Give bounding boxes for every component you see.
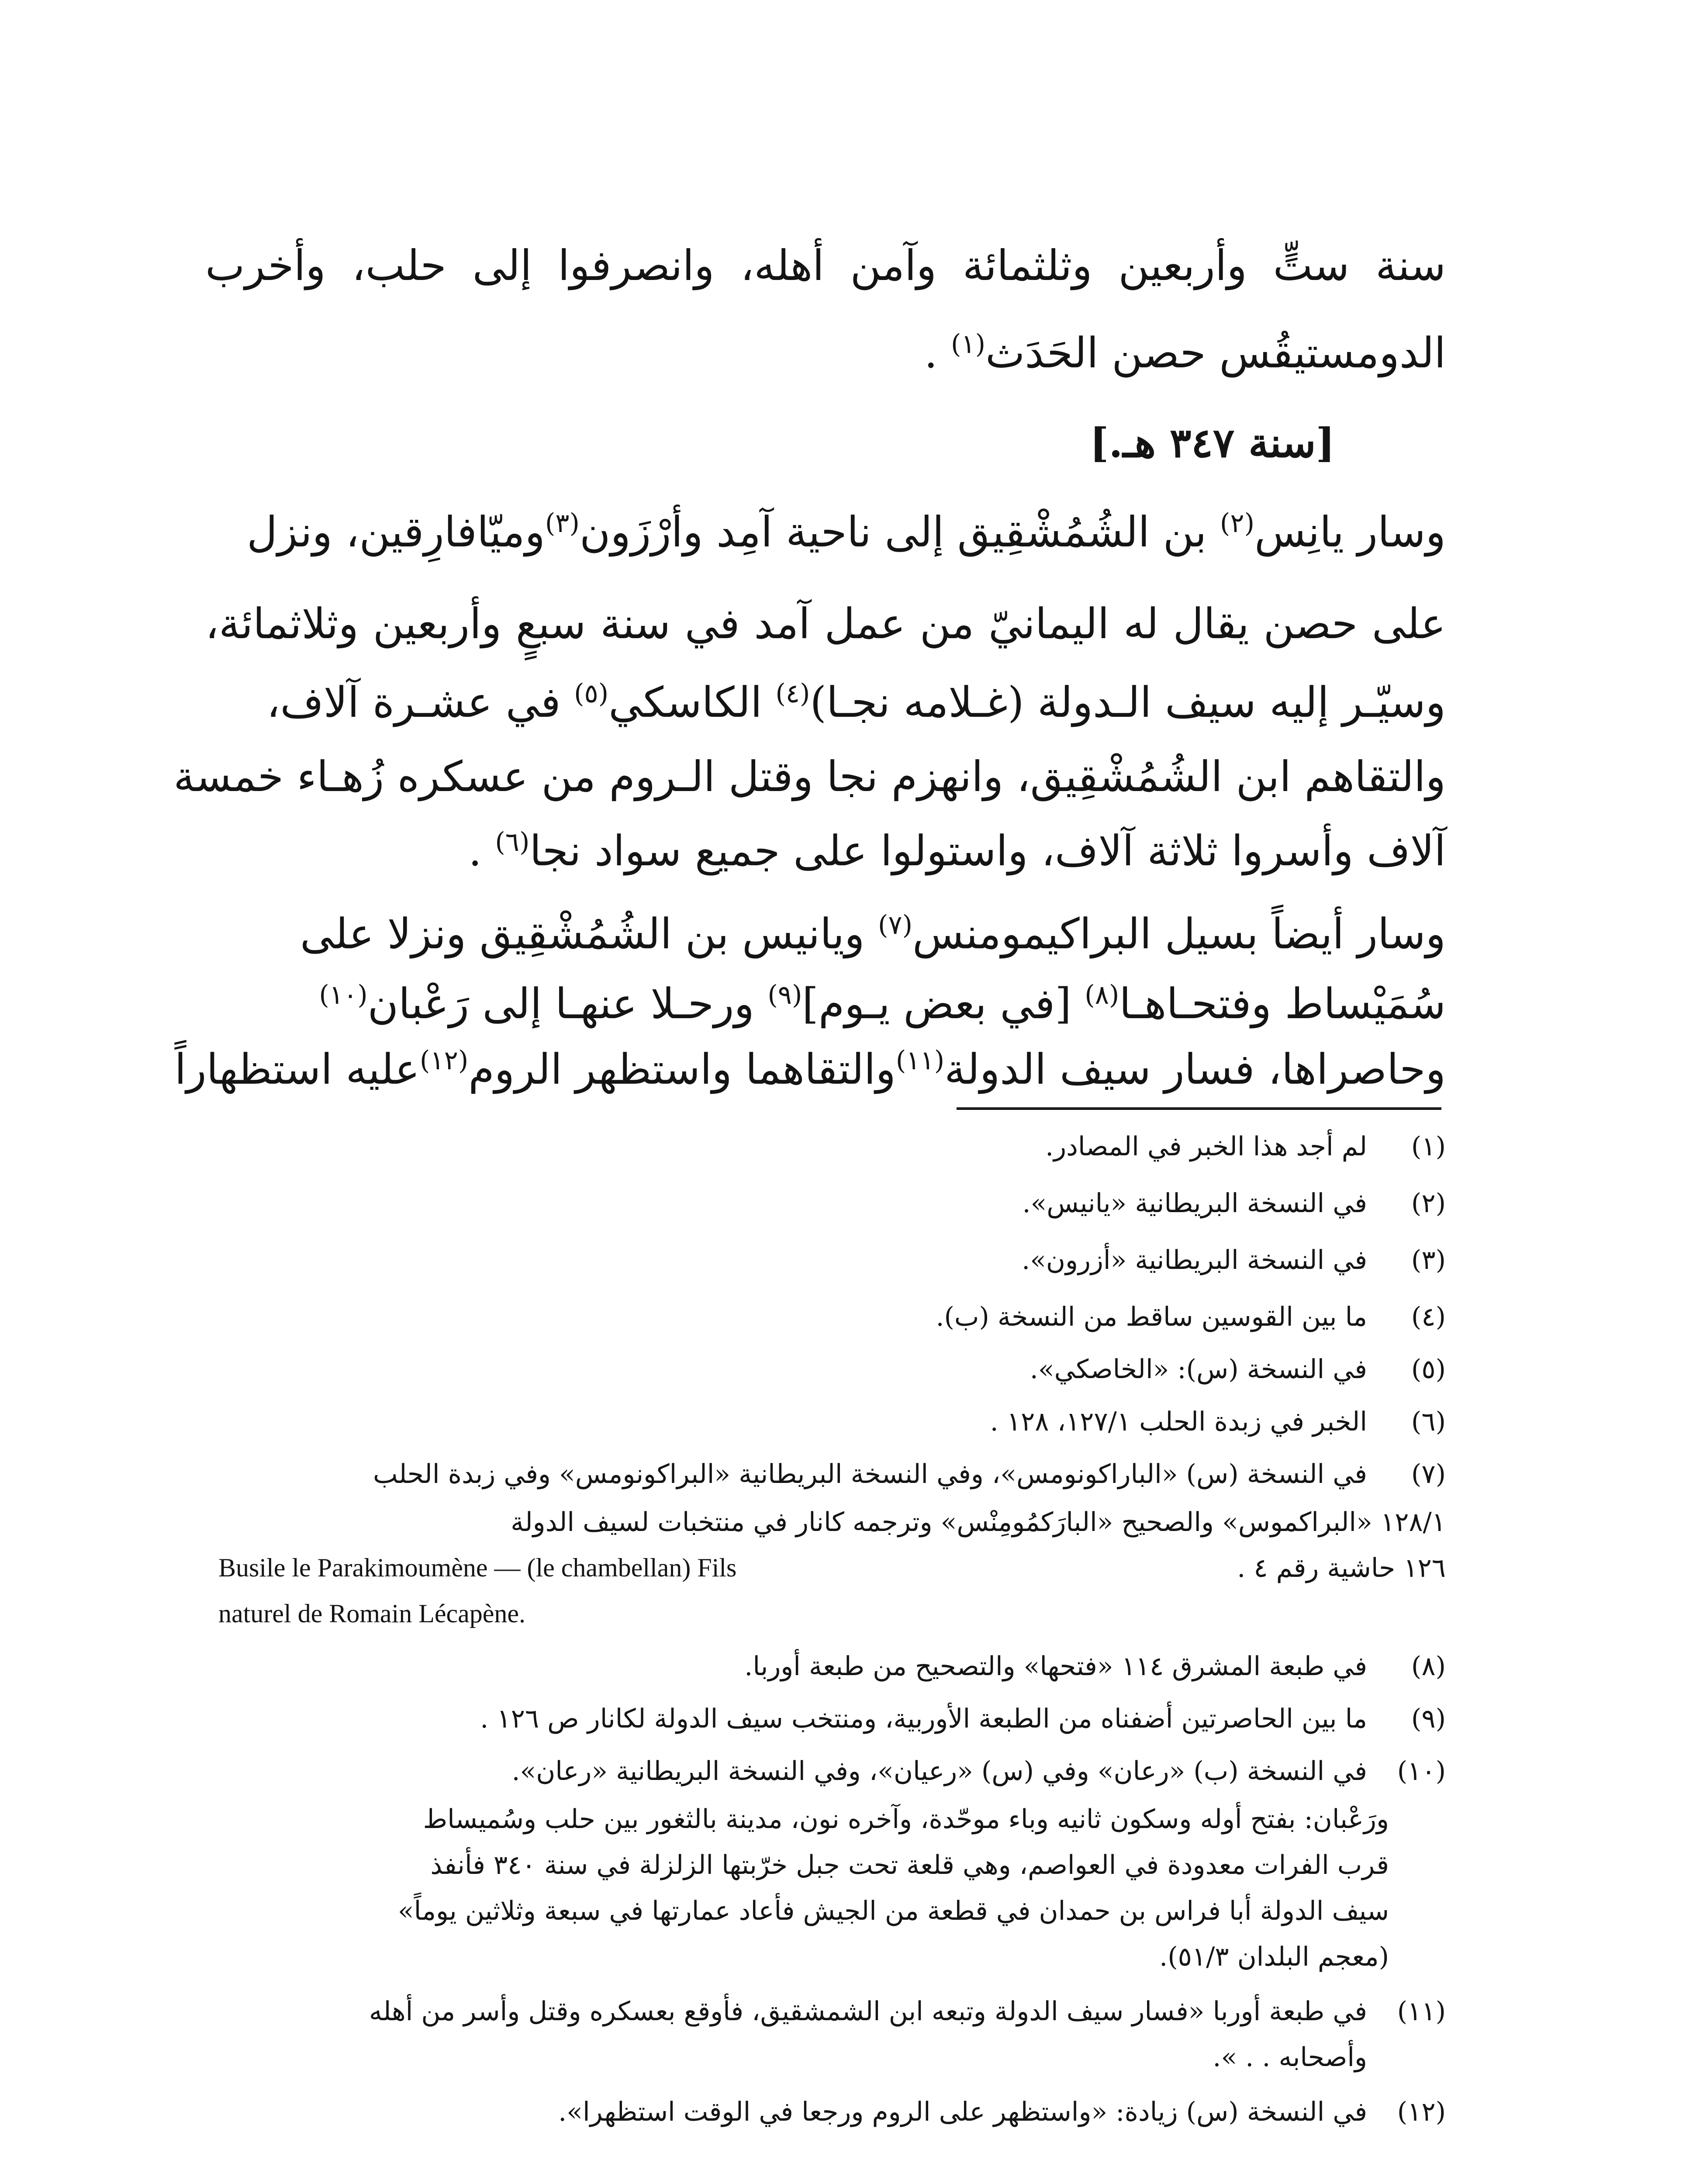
footnote-text: وأصحابه . . ». bbox=[1213, 2042, 1367, 2073]
footnote-text: في النسخة البريطانية «أزرون». bbox=[1022, 1245, 1367, 1275]
footnote-number: (٢) bbox=[1411, 1188, 1446, 1219]
footnote-text: الخبر في زبدة الحلب ١٢٧/١، ١٢٨ . bbox=[990, 1406, 1367, 1437]
footnote-number: (١٠) bbox=[1397, 1756, 1446, 1787]
body-text-run: . bbox=[468, 826, 495, 875]
footnote-9 bbox=[480, 1704, 1446, 1734]
footnote-text: في النسخة (س): «الخاصكي». bbox=[1030, 1354, 1367, 1385]
footnote-5 bbox=[1030, 1354, 1446, 1385]
footnote-10-continuation bbox=[1159, 1942, 1389, 1972]
body-text-run: وحاصراها، فسار سيف الدولة bbox=[944, 1045, 1446, 1094]
year-heading: [سنة ٣٤٧ هـ.] bbox=[1089, 419, 1335, 467]
footnote-text: ما بين القوسين ساقط من النسخة (ب). bbox=[936, 1302, 1367, 1332]
footnote-number: (٦) bbox=[1411, 1406, 1446, 1437]
footnote-ref[interactable]: (١٠) bbox=[319, 980, 368, 1010]
footnote-number: (١) bbox=[1411, 1131, 1446, 1162]
footnote-text: ١٢٨/١ «البراكموس» والصحيح «البارَكمُومِنْس» وترجمه كانار في منتخبات لسيف الدولة bbox=[511, 1507, 1446, 1538]
footnote-ref[interactable]: (١١) bbox=[895, 1045, 945, 1076]
footnote-ref[interactable]: (١٢) bbox=[420, 1045, 469, 1076]
footnote-6 bbox=[990, 1406, 1446, 1437]
footnote-3 bbox=[1022, 1245, 1446, 1275]
footnote-8 bbox=[744, 1651, 1446, 1682]
footnote-11 bbox=[369, 1996, 1446, 2027]
footnote-ref[interactable]: (٥) bbox=[574, 678, 609, 709]
footnote-7-continuation bbox=[511, 1507, 1446, 1538]
footnote-7 bbox=[373, 1459, 1446, 1489]
body-text-run: وسار أيضاً بسيل البراكيمومنس bbox=[912, 909, 1446, 958]
footnote-number: (٨) bbox=[1411, 1651, 1446, 1682]
body-text-run: وسيّـر إليه سيف الـدولة (غـلامه نجـا) bbox=[810, 678, 1446, 727]
body-text-run: [في بعض يـوم] bbox=[802, 979, 1085, 1028]
footnote-text: في طبعة أوربا «فسار سيف الدولة وتبعه ابن الشمشقيق، فأوقع بعسكره وقتل وأسر من أهله bbox=[369, 1996, 1367, 2027]
footnote-ref[interactable]: (٤) bbox=[775, 678, 810, 709]
footnote-text: في النسخة (ب) «رعان» وفي (س) «رعيان»، وفي النسخة البريطانية «رعان». bbox=[511, 1756, 1367, 1787]
body-text-run: سنة ستٍّ وأربعين وثلثمائة وآمن أهله، وانصرفوا إلى حلب، وأخرب bbox=[205, 241, 1446, 290]
footnote-text: في النسخة البريطانية «يانيس». bbox=[1022, 1188, 1367, 1219]
footnote-text: ١٢٦ حاشية رقم ٤ . bbox=[1237, 1553, 1446, 1583]
footnote-number: (٤) bbox=[1411, 1302, 1446, 1332]
body-text-run: في عشـرة آلاف، bbox=[266, 678, 574, 727]
footnote-ref[interactable]: (٧) bbox=[878, 910, 913, 940]
footnote-2 bbox=[1023, 1188, 1446, 1219]
footnote-11-continuation bbox=[1213, 2042, 1367, 2073]
footnote-7-latin: Busile le Parakimoumène — (le chambellan) Fils bbox=[218, 1553, 737, 1582]
body-text-run: . bbox=[924, 328, 951, 377]
body-text-run: سُمَيْساط وفتحـاهـا bbox=[1119, 979, 1446, 1028]
footnote-text: سيف الدولة أبا فراس بن حمدان في قطعة من الجيش فأعاد عمارتها في سبعة وثلاثين يوماً» bbox=[397, 1896, 1389, 1926]
footnotes bbox=[205, 0, 1446, 2184]
body-text-run: والتقاهم ابن الشُمُشْقِيق، وانهزم نجا وقتل الـروم من عسكره زُهـاء خمسة bbox=[173, 752, 1446, 801]
body-text-run: وميّافارِقين، ونزل bbox=[247, 508, 545, 556]
body-text-run: بن الشُمُشْقِيق إلى ناحية آمِد وأرْزَون bbox=[579, 508, 1220, 556]
footnote-number: (١١) bbox=[1397, 1996, 1446, 2027]
body-text-run: ويانيس بن الشُمُشْقِيق ونزلا على bbox=[300, 909, 878, 958]
footnote-7-continuation bbox=[1237, 1553, 1446, 1583]
body-text-run: على حصن يقال له اليمانيّ من عمل آمد في سنة سبعٍ وأربعين وثلاثمائة، bbox=[205, 599, 1446, 648]
body-text-run: وسار يانِس bbox=[1254, 508, 1446, 556]
footnote-text: في طبعة المشرق ١١٤ «فتحها» والتصحيح من طبعة أوربا. bbox=[744, 1651, 1367, 1682]
footnote-ref[interactable]: (٢) bbox=[1220, 508, 1254, 539]
footnote-text: (معجم البلدان ٥١/٣). bbox=[1159, 1942, 1389, 1972]
body-text-run: الكاسكي bbox=[608, 678, 776, 727]
footnote-text: لم أجد هذا الخبر في المصادر. bbox=[1045, 1131, 1367, 1162]
footnote-10 bbox=[511, 1756, 1446, 1787]
footnote-10-continuation bbox=[430, 1850, 1389, 1880]
body-text-run: ورحـلا عنهـا إلى رَعْبان bbox=[367, 979, 768, 1028]
footnote-ref[interactable]: (٣) bbox=[545, 508, 580, 539]
footnote-number: (٧) bbox=[1411, 1459, 1446, 1489]
footnote-10-continuation bbox=[423, 1804, 1389, 1835]
footnote-10-continuation bbox=[398, 1896, 1389, 1926]
body-text-run: عليه استظهاراً bbox=[174, 1045, 420, 1094]
footnote-text: ورَعْبان: بفتح أوله وسكون ثانيه وباء موحّدة، وآخره نون، مدينة بالثغور بين حلب وسُميساط bbox=[423, 1804, 1389, 1835]
footnote-text: قرب الفرات معدودة في العواصم، وهي قلعة تحت جبل خرّبتها الزلزلة في سنة ٣٤٠ فأنفذ bbox=[430, 1850, 1389, 1880]
footnote-text: في النسخة (س) زيادة: «واستظهر على الروم ورجعا في الوقت استظهرا». bbox=[558, 2097, 1367, 2127]
body-text-run: الدومستيقُس حصن الحَدَث bbox=[985, 328, 1446, 377]
footnote-7-latin: naturel de Romain Lécapène. bbox=[218, 1599, 526, 1628]
body-text-run: والتقاهما واستظهر الروم bbox=[468, 1045, 896, 1094]
body-text-run: آلاف وأسروا ثلاثة آلاف، واستولوا على جميع سواد نجا bbox=[529, 826, 1446, 875]
footnote-ref[interactable]: (٦) bbox=[495, 827, 530, 857]
footnote-ref[interactable]: (٨) bbox=[1085, 980, 1119, 1010]
footnote-number: (٥) bbox=[1411, 1354, 1446, 1385]
footnote-text: ما بين الحاصرتين أضفناه من الطبعة الأوربية، ومنتخب سيف الدولة لكانار ص ١٢٦ . bbox=[480, 1704, 1367, 1734]
footnote-12 bbox=[558, 2097, 1446, 2127]
footnote-number: (٣) bbox=[1411, 1245, 1446, 1275]
footnote-ref[interactable]: (١) bbox=[950, 329, 986, 359]
footnote-1 bbox=[1045, 1131, 1446, 1162]
footnote-number: (٩) bbox=[1411, 1704, 1446, 1734]
footnote-4 bbox=[936, 1302, 1446, 1332]
footnote-text: في النسخة (س) «الباراكونومس»، وفي النسخة البريطانية «البراكونومس» وفي زبدة الحلب bbox=[373, 1459, 1367, 1489]
footnote-ref[interactable]: (٩) bbox=[767, 980, 802, 1010]
footnote-number: (١٢) bbox=[1397, 2097, 1446, 2127]
